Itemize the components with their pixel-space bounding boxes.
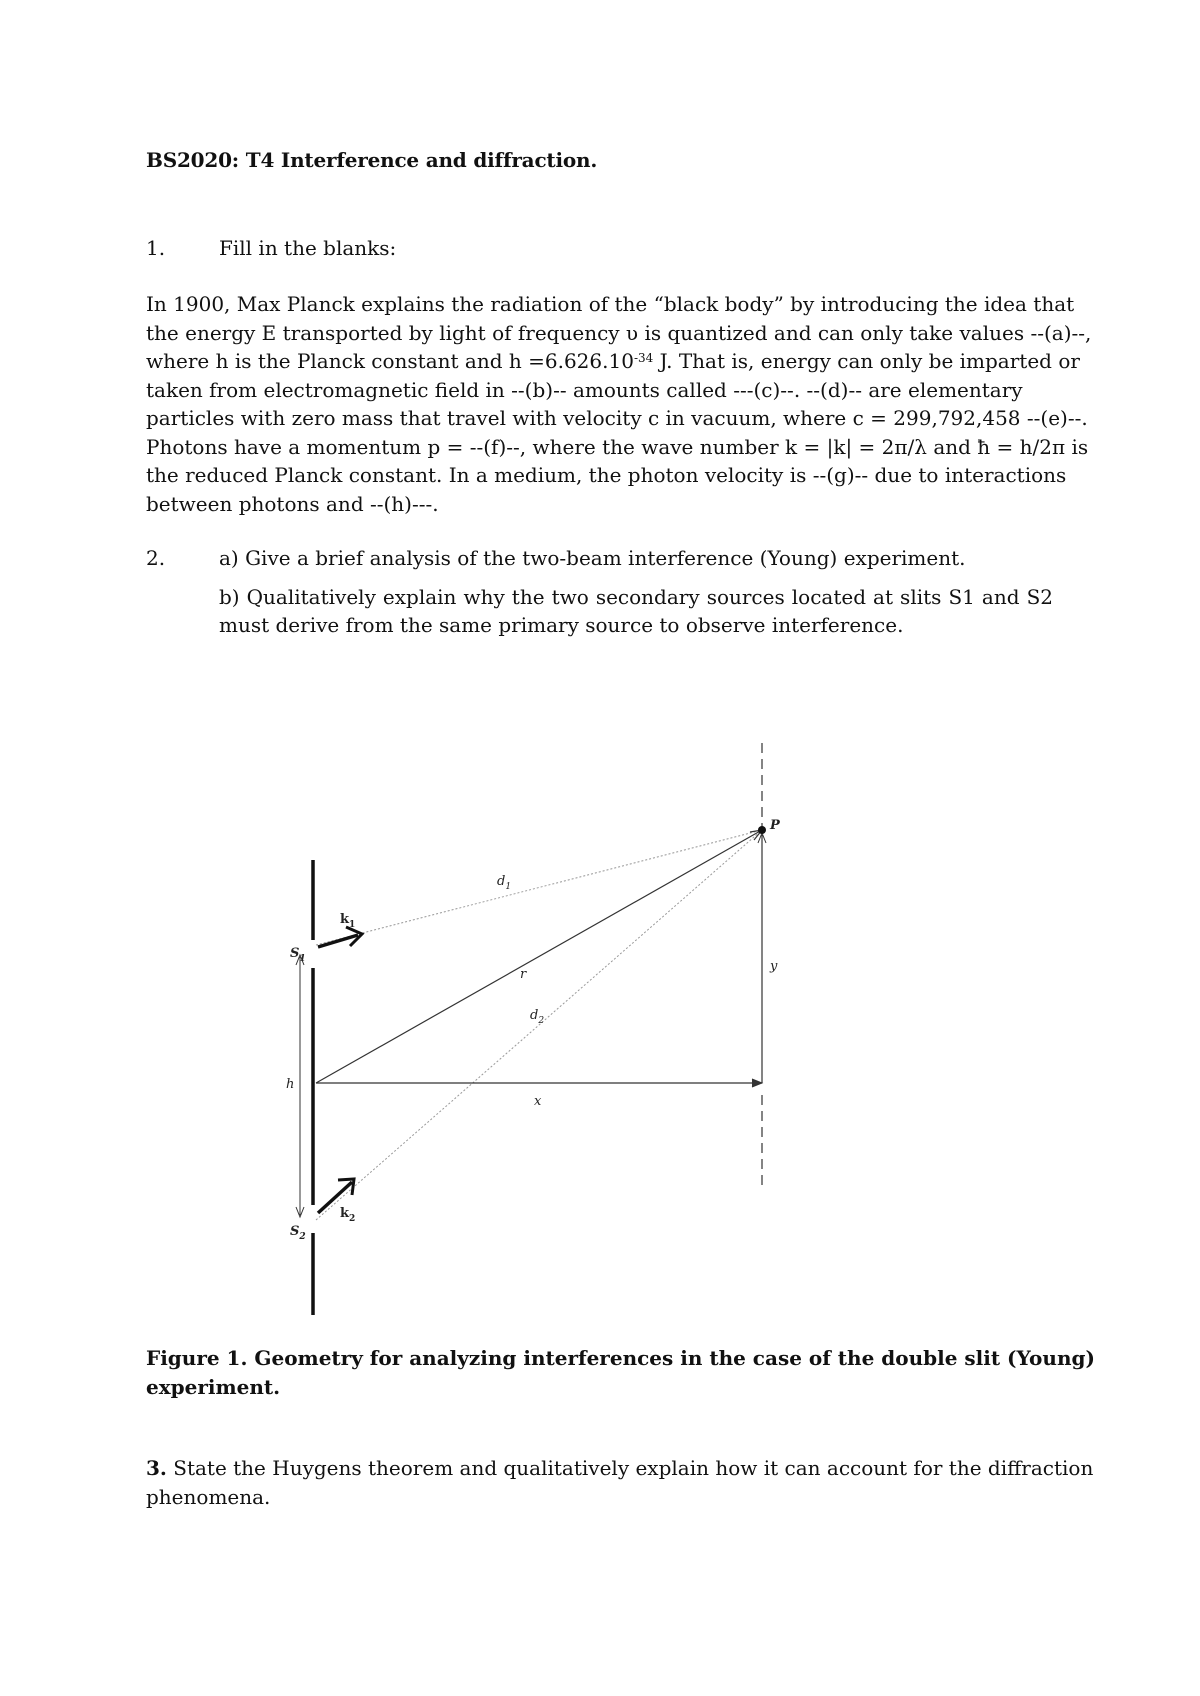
- q3-line-2: phenomena.: [146, 1485, 271, 1509]
- q1-line-8: between photons and --(h)---.: [146, 491, 439, 516]
- label-k1: $k_1$: [340, 912, 356, 930]
- caption-line-2: experiment.: [146, 1375, 281, 1399]
- label-s1: $S_1$: [290, 946, 306, 964]
- label-h: h: [286, 1077, 295, 1092]
- q1-line-3-start: where h is the Planck constant and h =6.626.10: [146, 349, 634, 373]
- caption-line-1: Figure 1. Geometry for analyzing interferences in the case of the double slit (Young): [146, 1346, 1095, 1370]
- question-1-paragraph: [146, 290, 1092, 518]
- q1-line-6: Photons have a momentum p = --(f)--, where the wave number k = |k| = 2π/λ and ħ = h/2π is: [146, 434, 1089, 459]
- q1-line-3-end: J. That is, energy can only be imparted or: [653, 349, 1080, 373]
- label-p: P: [770, 818, 780, 833]
- figure-caption: [146, 1344, 1095, 1402]
- q3-line-1: [146, 1454, 1094, 1483]
- d1-path-line: [316, 830, 762, 945]
- r-line: [316, 830, 762, 1083]
- q1-line-2: the energy E transported by light of frequency υ is quantized and can only take values --(a)--,: [146, 320, 1092, 345]
- question-1-number: 1.: [146, 236, 166, 260]
- label-s2: $S_2$: [290, 1224, 306, 1242]
- label-x: x: [534, 1094, 542, 1109]
- label-y: y: [770, 959, 778, 974]
- question-2-part-b: b) Qualitatively explain why the two secondary sources located at slits S1 and S2 must derive from the same primary source to observe interference.: [219, 585, 1053, 637]
- q3-line-1-text: State the Huygens theorem and qualitatively explain how it can account for the diffraction: [166, 1456, 1094, 1480]
- question-2-number: 2.: [146, 546, 166, 570]
- q1-line-5: particles with zero mass that travel with velocity c in vacuum, where c = 299,792,458 --(e)--.: [146, 406, 1088, 430]
- question-3: [146, 1454, 1094, 1512]
- label-k2: $k_2$: [340, 1206, 356, 1224]
- q1-line-4: taken from electromagnetic field in --(b)-- amounts called ---(c)--. --(d)-- are elementary: [146, 377, 1023, 402]
- label-d1: $d_1$: [497, 874, 512, 892]
- q1-line-1: In 1900, Max Planck explains the radiation of the “black body” by introducing the idea that: [146, 292, 1075, 316]
- young-double-slit-figure: [280, 735, 800, 1325]
- exponent: -34: [633, 351, 654, 365]
- q1-line-7: the reduced Planck constant. In a medium, the photon velocity is --(g)-- due to interactions: [146, 463, 1067, 487]
- point-p-dot: [758, 826, 766, 834]
- question-2-part-a: a) Give a brief analysis of the two-beam interference (Young) experiment.: [219, 546, 966, 570]
- q1-line-3: [146, 347, 1080, 376]
- label-r: r: [520, 967, 527, 982]
- label-d2: $d_2$: [530, 1008, 545, 1026]
- question-1-prompt: Fill in the blanks:: [219, 236, 397, 260]
- question-3-number: 3.: [146, 1456, 167, 1480]
- x-arrow-head: [752, 1079, 762, 1087]
- document-title: BS2020: T4 Interference and diffraction.: [146, 148, 598, 172]
